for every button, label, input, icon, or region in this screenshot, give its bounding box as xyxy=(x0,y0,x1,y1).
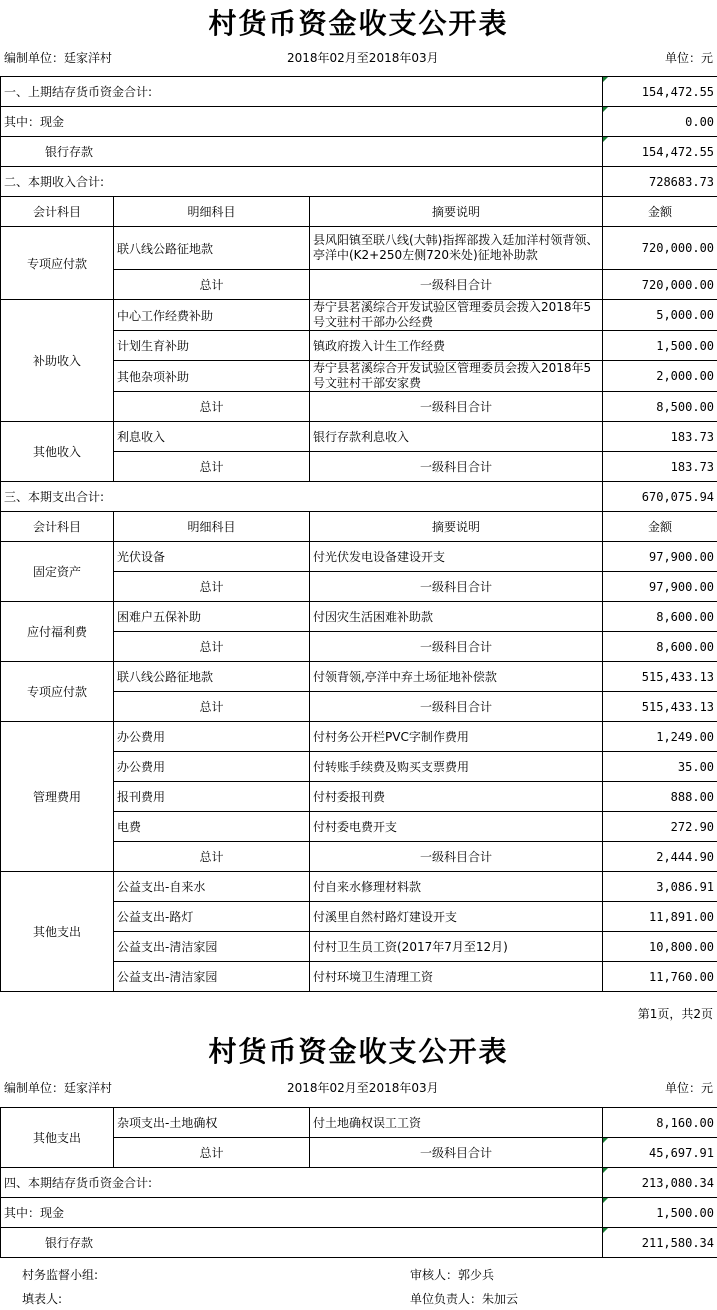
unit-label: 编制单位：廷家洋村 xyxy=(4,1081,113,1095)
description-cell: 付土地确权误工工资 xyxy=(310,1108,603,1138)
amount-cell: 11,891.00 xyxy=(603,902,717,932)
prev-total-value: 154,472.55 xyxy=(603,77,717,107)
account-cell: 专项应付款 xyxy=(1,662,114,722)
prev-cash-label: 其中：现金 xyxy=(1,107,603,137)
level1-label: 一级科目合计 xyxy=(310,572,603,602)
end-bank-value: 211,580.34 xyxy=(603,1228,717,1258)
amount-cell: 3,086.91 xyxy=(603,872,717,902)
amount-cell: 1,249.00 xyxy=(603,722,717,752)
table-row xyxy=(1,77,717,107)
subtotal-amount: 515,433.13 xyxy=(603,692,717,722)
amount-cell: 5,000.00 xyxy=(603,300,717,331)
description-cell: 付领背领,亭洋中弃土场征地补偿款 xyxy=(310,662,603,692)
currency-unit: 单位：元 xyxy=(664,51,713,65)
description-cell: 镇政府拨入计生工作经费 xyxy=(310,331,603,361)
supervisor-label: 村务监督小组: xyxy=(22,1268,99,1282)
subtotal-label: 总计 xyxy=(114,270,310,300)
unit-label: 编制单位：廷家洋村 xyxy=(4,51,113,65)
description-cell: 付自来水修理材料款 xyxy=(310,872,603,902)
table-row xyxy=(1,137,717,167)
account-cell: 固定资产 xyxy=(1,542,114,602)
account-cell: 补助收入 xyxy=(1,300,114,422)
amount-cell: 1,500.00 xyxy=(603,331,717,361)
table-row xyxy=(1,542,717,572)
description-cell: 付溪里自然村路灯建设开支 xyxy=(310,902,603,932)
level1-label: 一级科目合计 xyxy=(310,1138,603,1168)
table-row xyxy=(1,227,717,270)
amount-cell: 97,900.00 xyxy=(603,542,717,572)
description-cell: 县风阳镇至联八线(大韩)指挥部拨入廷加洋村领背领、亭洋中(K2+250左侧720米处)征地补助款 xyxy=(310,227,603,270)
prev-total-label: 一、上期结存货币资金合计: xyxy=(1,77,603,107)
end-total-label: 四、本期结存货币资金合计: xyxy=(1,1168,603,1198)
page-title: 村货币资金收支公开表 xyxy=(208,1035,509,1068)
account-cell: 应付福利费 xyxy=(1,602,114,662)
end-bank-label: 银行存款 xyxy=(1,1228,603,1258)
subtotal-label: 总计 xyxy=(114,842,310,872)
detail-cell: 其他杂项补助 xyxy=(114,361,310,392)
detail-cell: 困难户五保补助 xyxy=(114,602,310,632)
subtotal-label: 总计 xyxy=(114,692,310,722)
detail-cell: 公益支出-清洁家园 xyxy=(114,932,310,962)
table-row xyxy=(1,167,717,197)
header-detail: 明细科目 xyxy=(114,197,310,227)
detail-cell: 利息收入 xyxy=(114,422,310,452)
amount-cell: 2,000.00 xyxy=(603,361,717,392)
fund-table-page2 xyxy=(0,1107,717,1258)
description-cell: 付转账手续费及购买支票费用 xyxy=(310,752,603,782)
detail-cell: 联八线公路征地款 xyxy=(114,662,310,692)
subtotal-amount: 183.73 xyxy=(603,452,717,482)
description-cell: 付因灾生活困难补助款 xyxy=(310,602,603,632)
description-cell: 银行存款利息收入 xyxy=(310,422,603,452)
amount-cell: 8,160.00 xyxy=(603,1108,717,1138)
description-cell: 付村务公开栏PVC字制作费用 xyxy=(310,722,603,752)
income-total-label: 二、本期收入合计: xyxy=(1,167,603,197)
period-label: 2018年02月至2018年03月 xyxy=(287,51,439,65)
table-row xyxy=(1,300,717,331)
description-cell: 付村卫生员工资(2017年7月至12月) xyxy=(310,932,603,962)
account-cell: 其他支出 xyxy=(1,872,114,992)
reviewer-label: 审核人：郭少兵 xyxy=(410,1268,495,1282)
report-meta xyxy=(0,46,717,66)
level1-label: 一级科目合计 xyxy=(310,270,603,300)
table-row xyxy=(1,872,717,902)
detail-cell: 电费 xyxy=(114,812,310,842)
header-description: 摘要说明 xyxy=(310,512,603,542)
header-account: 会计科目 xyxy=(1,512,114,542)
end-cash-label: 其中：现金 xyxy=(1,1198,603,1228)
level1-label: 一级科目合计 xyxy=(310,632,603,662)
unit-head-label: 单位负责人：朱加云 xyxy=(410,1292,519,1306)
account-cell: 专项应付款 xyxy=(1,227,114,300)
amount-cell: 8,600.00 xyxy=(603,602,717,632)
amount-cell: 888.00 xyxy=(603,782,717,812)
header-amount: 金额 xyxy=(603,197,717,227)
description-cell: 付村委报刊费 xyxy=(310,782,603,812)
subtotal-label: 总计 xyxy=(114,392,310,422)
table-row xyxy=(1,1168,717,1198)
detail-cell: 公益支出-自来水 xyxy=(114,872,310,902)
expense-total-label: 三、本期支出合计: xyxy=(1,482,603,512)
table-header-row xyxy=(1,512,717,542)
description-cell: 寿宁县茗溪综合开发试验区管理委员会拨入2018年5号文驻村干部办公经费 xyxy=(310,300,603,331)
detail-cell: 杂项支出-土地确权 xyxy=(114,1108,310,1138)
subtotal-amount: 45,697.91 xyxy=(603,1138,717,1168)
description-cell: 付村委电费开支 xyxy=(310,812,603,842)
prev-cash-value: 0.00 xyxy=(603,107,717,137)
detail-cell: 办公费用 xyxy=(114,722,310,752)
detail-cell: 计划生育补助 xyxy=(114,331,310,361)
table-header-row xyxy=(1,197,717,227)
subtotal-amount: 97,900.00 xyxy=(603,572,717,602)
amount-cell: 10,800.00 xyxy=(603,932,717,962)
preparer-label: 填表人: xyxy=(22,1292,63,1306)
level1-label: 一级科目合计 xyxy=(310,692,603,722)
page-counter: 第1页，共2页 xyxy=(637,1007,713,1021)
detail-cell: 公益支出-清洁家园 xyxy=(114,962,310,992)
description-cell: 寿宁县茗溪综合开发试验区管理委员会拨入2018年5号文驻村干部安家费 xyxy=(310,361,603,392)
header-amount: 金额 xyxy=(603,512,717,542)
detail-cell: 光伏设备 xyxy=(114,542,310,572)
level1-label: 一级科目合计 xyxy=(310,392,603,422)
subtotal-label: 总计 xyxy=(114,632,310,662)
expense-total-value: 670,075.94 xyxy=(603,482,717,512)
table-row xyxy=(1,107,717,137)
subtotal-amount: 2,444.90 xyxy=(603,842,717,872)
subtotal-label: 总计 xyxy=(114,1138,310,1168)
level1-label: 一级科目合计 xyxy=(310,452,603,482)
detail-cell: 公益支出-路灯 xyxy=(114,902,310,932)
description-cell: 付村环境卫生清理工资 xyxy=(310,962,603,992)
detail-cell: 中心工作经费补助 xyxy=(114,300,310,331)
currency-unit: 单位：元 xyxy=(664,1081,713,1095)
subtotal-label: 总计 xyxy=(114,452,310,482)
prev-bank-value: 154,472.55 xyxy=(603,137,717,167)
prev-bank-label: 银行存款 xyxy=(1,137,603,167)
subtotal-amount: 720,000.00 xyxy=(603,270,717,300)
account-cell: 管理费用 xyxy=(1,722,114,872)
table-row xyxy=(1,1108,717,1138)
table-row xyxy=(1,722,717,752)
header-detail: 明细科目 xyxy=(114,512,310,542)
subtotal-label: 总计 xyxy=(114,572,310,602)
table-row xyxy=(1,1198,717,1228)
level1-label: 一级科目合计 xyxy=(310,842,603,872)
end-cash-value: 1,500.00 xyxy=(603,1198,717,1228)
page-title: 村货币资金收支公开表 xyxy=(208,7,509,40)
header-account: 会计科目 xyxy=(1,197,114,227)
detail-cell: 办公费用 xyxy=(114,752,310,782)
table-row xyxy=(1,482,717,512)
detail-cell: 联八线公路征地款 xyxy=(114,227,310,270)
end-total-value: 213,080.34 xyxy=(603,1168,717,1198)
amount-cell: 272.90 xyxy=(603,812,717,842)
amount-cell: 183.73 xyxy=(603,422,717,452)
header-description: 摘要说明 xyxy=(310,197,603,227)
amount-cell: 515,433.13 xyxy=(603,662,717,692)
table-row xyxy=(1,422,717,452)
account-cell: 其他支出 xyxy=(1,1108,114,1168)
subtotal-amount: 8,500.00 xyxy=(603,392,717,422)
subtotal-amount: 8,600.00 xyxy=(603,632,717,662)
fund-table-page1 xyxy=(0,76,717,992)
amount-cell: 35.00 xyxy=(603,752,717,782)
table-row xyxy=(1,662,717,692)
table-row xyxy=(1,1228,717,1258)
description-cell: 付光伏发电设备建设开支 xyxy=(310,542,603,572)
table-row xyxy=(1,602,717,632)
account-cell: 其他收入 xyxy=(1,422,114,482)
amount-cell: 720,000.00 xyxy=(603,227,717,270)
amount-cell: 11,760.00 xyxy=(603,962,717,992)
signature-footer xyxy=(0,1262,717,1310)
period-label: 2018年02月至2018年03月 xyxy=(287,1081,439,1095)
income-total-value: 728683.73 xyxy=(603,167,717,197)
report-meta xyxy=(0,1076,717,1096)
detail-cell: 报刊费用 xyxy=(114,782,310,812)
